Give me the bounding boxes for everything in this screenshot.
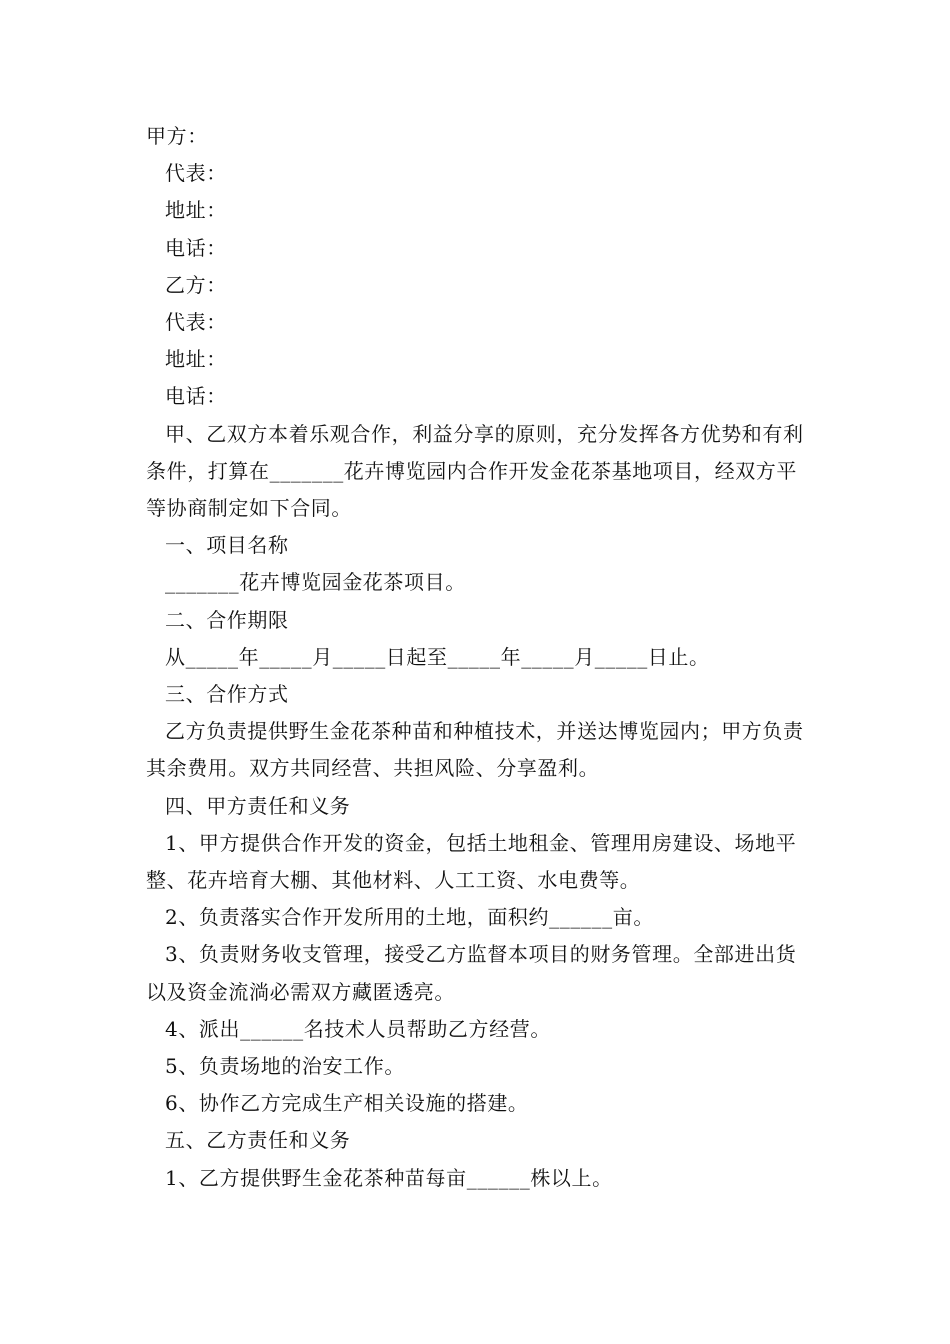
section-heading-project-name: 一、项目名称	[165, 533, 289, 558]
party-a-duty-4: 4、派出______名技术人员帮助乙方经营。	[165, 1016, 551, 1041]
party-a-duty-5: 5、负责场地的治安工作。	[165, 1054, 405, 1079]
document-body	[146, 118, 814, 1197]
party-a-duty-2: 2、负责落实合作开发所用的土地，面积约______亩。	[165, 905, 654, 930]
party-b-duty-1: 1、乙方提供野生金花茶种苗每亩______株以上。	[165, 1165, 613, 1190]
section-heading-cooperation-method: 三、合作方式	[165, 682, 289, 707]
party-a-address: 地址：	[165, 198, 227, 223]
cooperation-method-text: 乙方负责提供野生金花茶种苗和种植技术，并送达博览园内；甲方负责其余费用。双方共同经营、共担风险、分享盈利。	[146, 719, 804, 781]
party-a-duty-1: 1、甲方提供合作开发的资金，包括土地租金、管理用房建设、场地平整、花卉培育大棚、其他材料、人工工资、水电费等。	[146, 830, 797, 893]
party-a-label: 甲方：	[146, 124, 208, 148]
party-a-phone: 电话：	[165, 235, 227, 260]
section-heading-term: 二、合作期限	[165, 607, 289, 632]
party-a-duty-6: 6、协作乙方完成生产相关设施的搭建。	[165, 1091, 529, 1116]
project-name-text: _______花卉博览园金花茶项目。	[165, 570, 466, 595]
party-b-representative: 代表：	[165, 310, 227, 335]
party-b-phone: 电话：	[165, 384, 227, 409]
party-a-duty-3: 3、负责财务收支管理，接受乙方监督本项目的财务管理。全部进出货以及资金流淌必需双方藏匿透亮。	[146, 942, 797, 1004]
term-text: 从_____年_____月_____日起至_____年_____月_____日止。	[165, 644, 710, 669]
section-heading-party-b-duties: 五、乙方责任和义务	[165, 1128, 351, 1153]
party-b-address: 地址：	[165, 347, 227, 372]
party-a-representative: 代表：	[165, 161, 227, 186]
section-heading-party-a-duties: 四、甲方责任和义务	[165, 793, 351, 818]
preamble-paragraph: 甲、乙双方本着乐观合作，利益分享的原则，充分发挥各方优势和有利条件，打算在_______花卉博览园内合作开发金花茶基地项目，经双方平等协商制定如下合同。	[146, 421, 804, 521]
party-b-label: 乙方：	[165, 272, 227, 297]
